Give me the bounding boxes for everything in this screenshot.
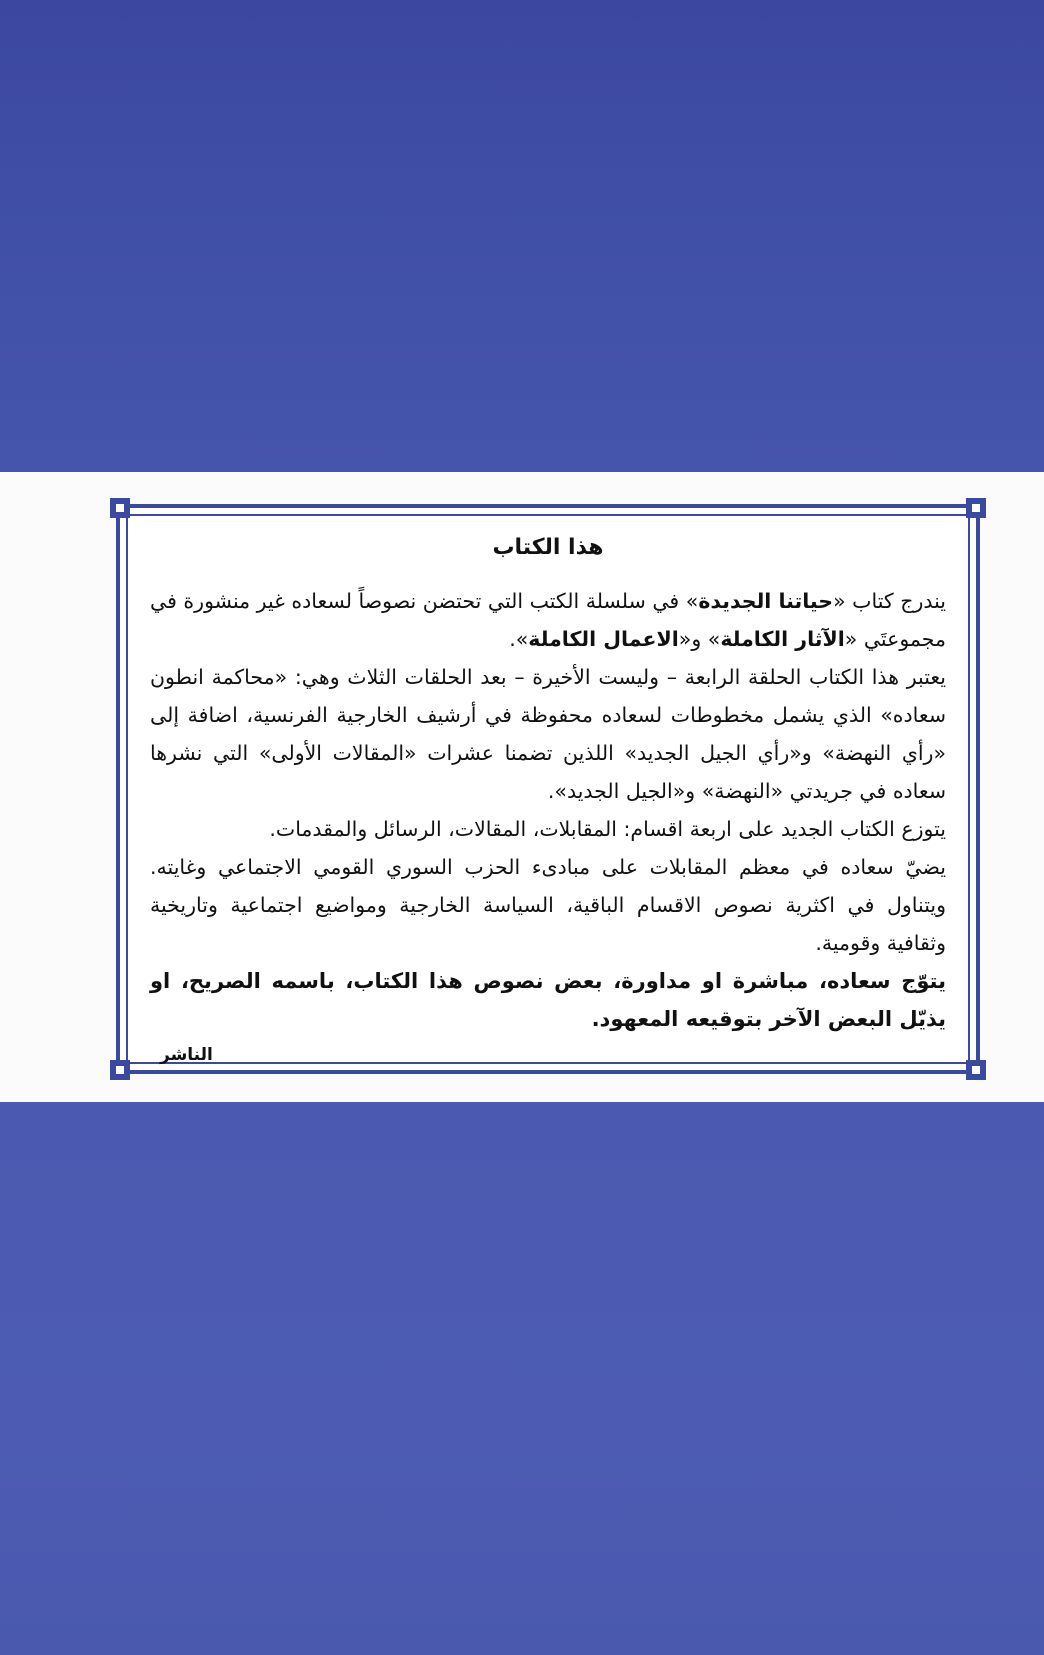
text-run: » و« [678, 627, 721, 651]
cover-top-panel [0, 0, 1044, 472]
frame-corner-ornament [110, 1060, 130, 1080]
frame-content [150, 524, 946, 1065]
paragraph-closing: يتوّج سعاده، مباشرة او مداورة، بعض نصوص هذا الكتاب، باسمه الصريح، او يذيّل البعض الآخر بتوقيعه المعهود. [150, 969, 946, 1031]
text-run: يندرج كتاب « [833, 589, 946, 613]
paragraph-sections: يتوزع الكتاب الجديد على اربعة اقسام: المقابلات، المقالات، الرسائل والمقدمات. [269, 817, 946, 841]
publisher-signature: الناشر [160, 1045, 213, 1065]
collection-title-bold: الاعمال الكاملة [528, 627, 679, 651]
frame-corner-ornament [110, 498, 130, 518]
text-frame [116, 504, 980, 1074]
text-run: ». [509, 627, 529, 651]
collection-title-bold: الآثار الكاملة [720, 627, 845, 651]
text-run: » في سلسلة الكتب التي تحتضن نصوصاً لسعاده غير منشورة في مجموعتَي « [150, 589, 946, 651]
frame-corner-ornament [966, 1060, 986, 1080]
cover-bottom-panel [0, 1102, 1044, 1655]
paragraph-intro [150, 582, 946, 658]
book-title-bold: حياتنا الجديدة [698, 589, 834, 613]
paragraph-series: يعتبر هذا الكتاب الحلقة الرابعة – وليست الأخيرة – بعد الحلقات الثلاث وهي: «محاكمة انطون سعاده» الذي يشمل مخطوطات لسعاده محفوظة في أرشيف الخارجية الفرنسية، اضافة إلى «رأي النهضة» و«رأي الجيل الجديد» اللذين تضمنا عشرات «المقالات الأولى» التي نشرها سعاده في جريدتي «النهضة» و«الجيل الجديد». [150, 665, 946, 803]
frame-corner-ornament [966, 498, 986, 518]
box-title: هذا الكتاب [492, 535, 604, 560]
paragraph-content: يضيّ سعاده في معظم المقابلات على مبادىء الحزب السوري القومي الاجتماعي وغايته. ويتناول في اكثرية نصوص الاقسام الباقية، السياسة الخارجية ومواضيع اجتماعية وتاريخية وثقافية وقومية. [150, 855, 946, 955]
